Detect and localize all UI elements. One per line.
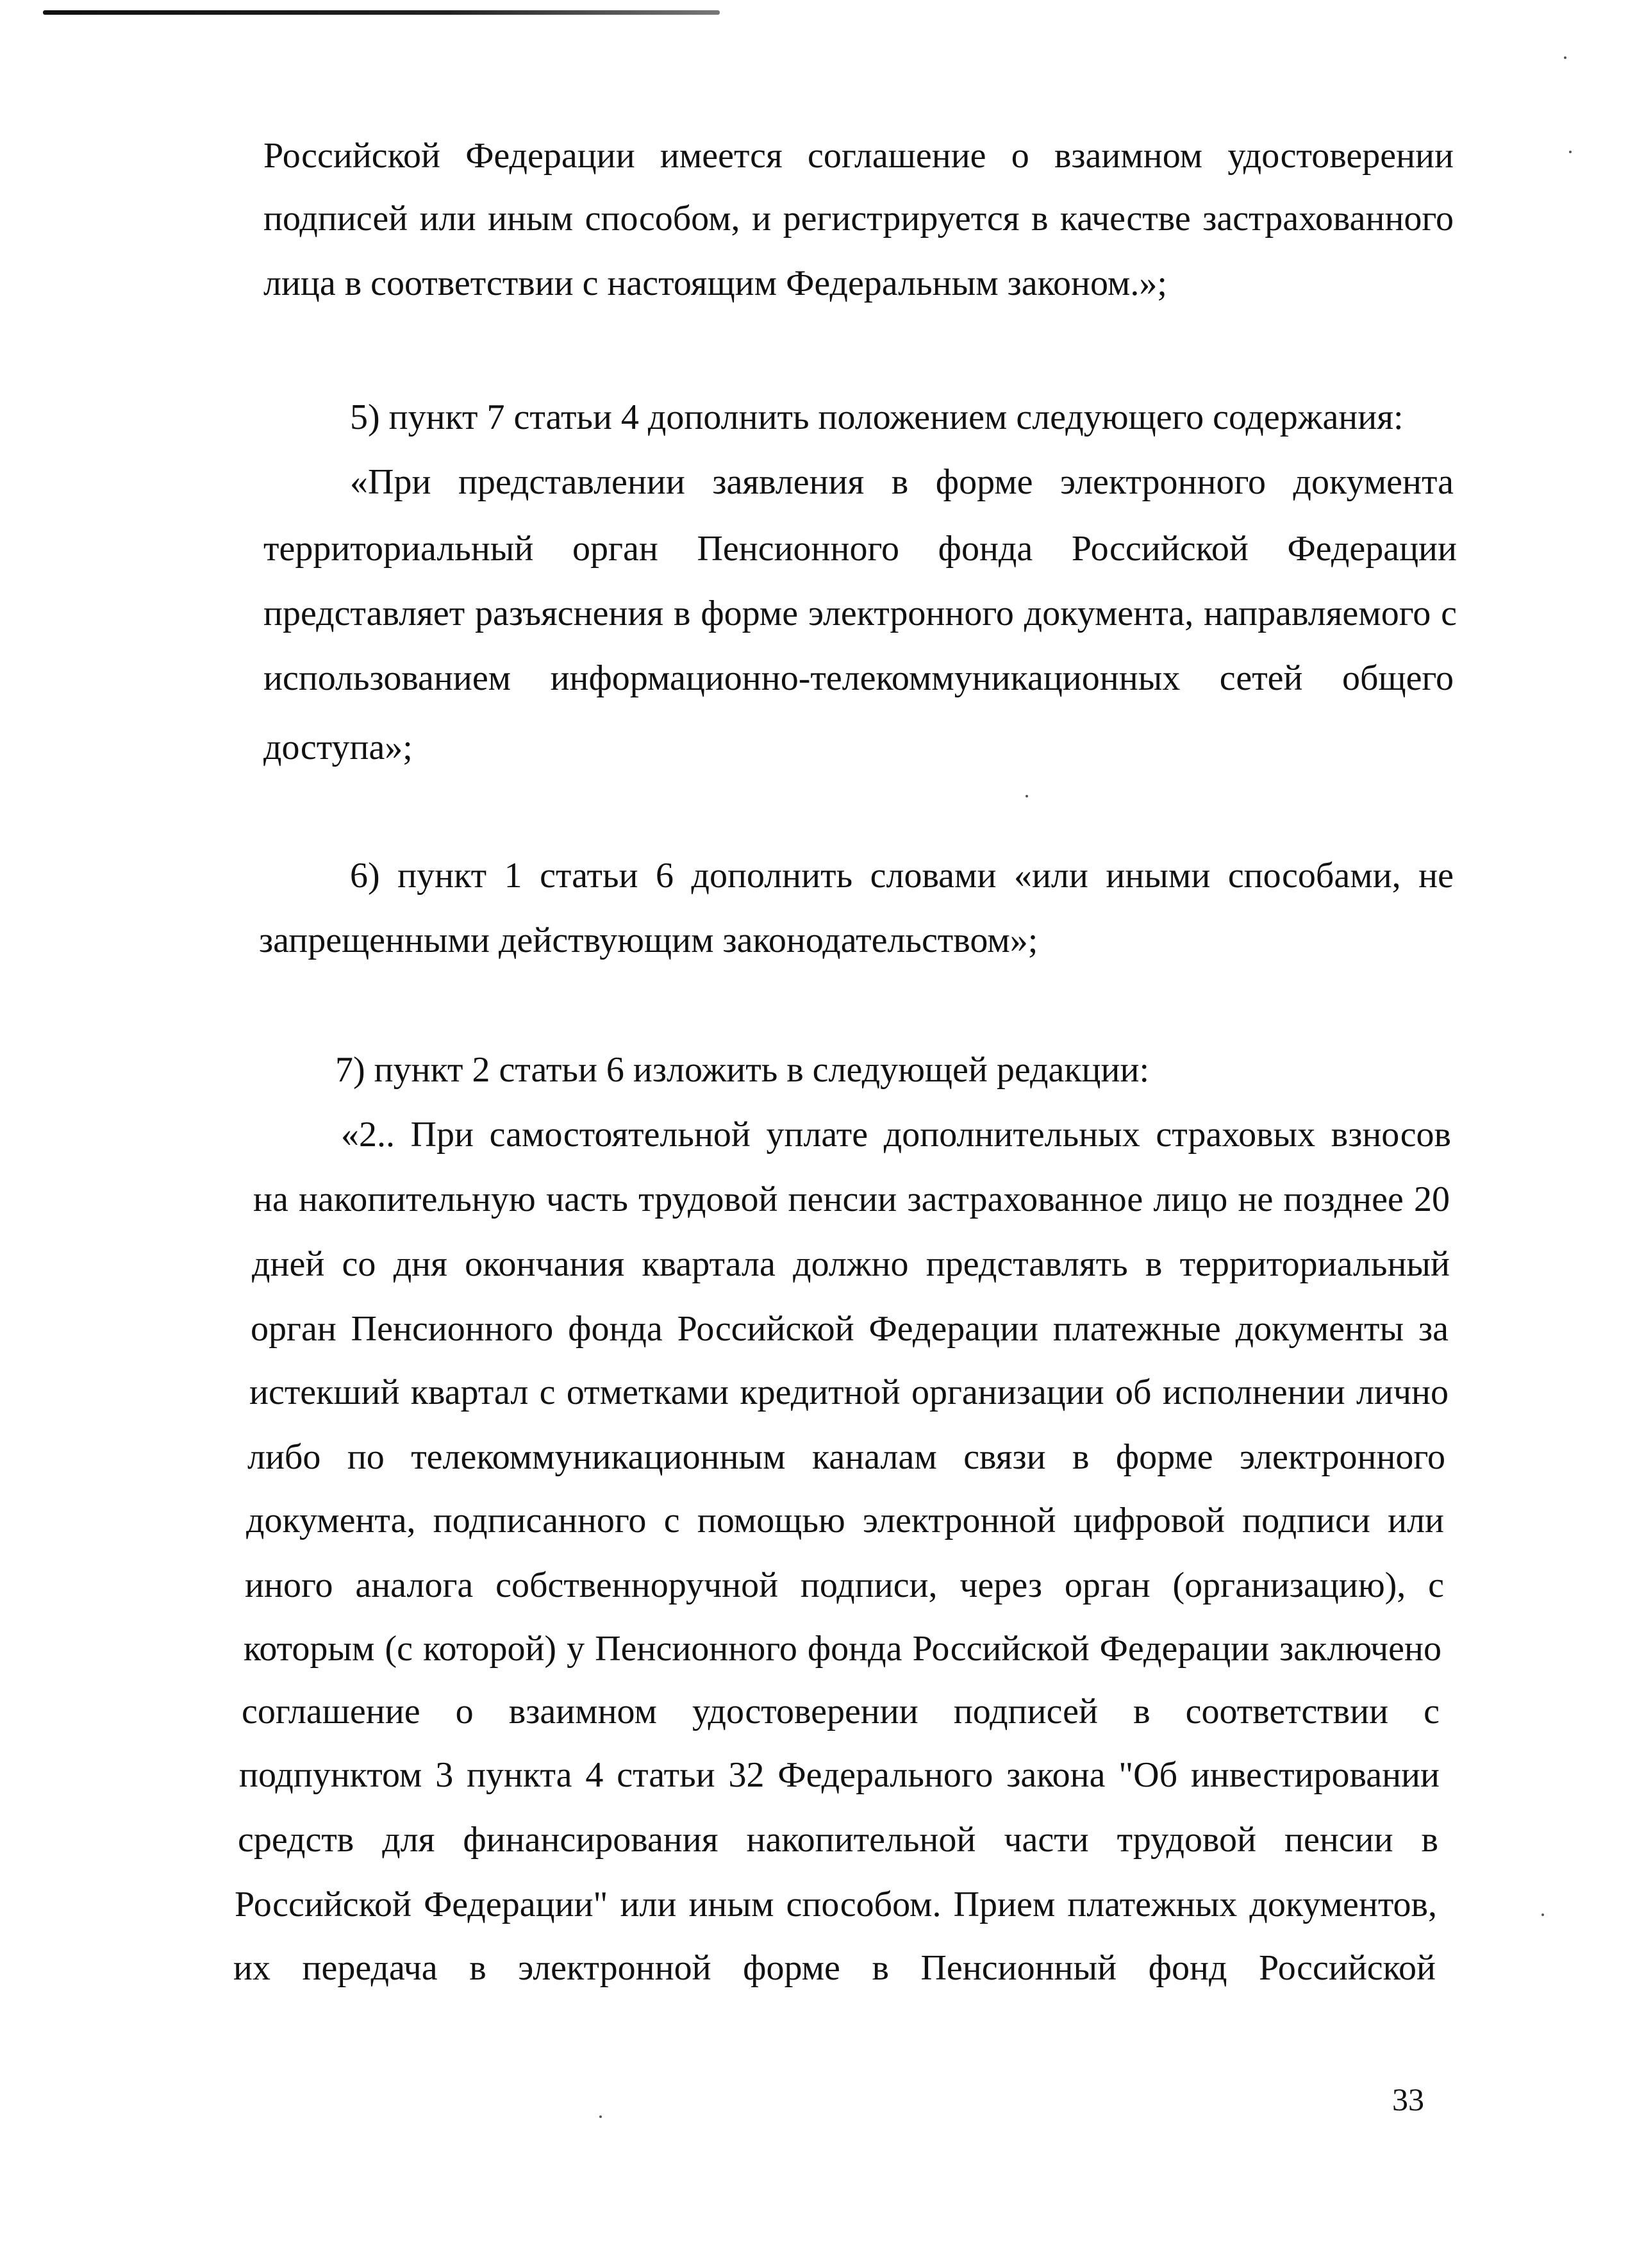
text-line: подписей или иным способом, и регистрируется в качестве застрахованного — [263, 199, 1454, 238]
text-line: которым (с которой) у Пенсионного фонда Российской Федерации заключено — [244, 1629, 1441, 1669]
page-number: 33 — [1392, 2081, 1424, 2117]
paragraph-heading-6: 6) пункт 1 статьи 6 дополнить словами «или иными способами, не — [350, 856, 1454, 896]
paragraph-heading-5: 5) пункт 7 статьи 4 дополнить положением следующего содержания: — [350, 397, 1404, 437]
scan-speck — [1564, 56, 1566, 59]
scan-speck — [1569, 151, 1572, 153]
scan-speck — [1541, 1914, 1544, 1916]
text-line: иного аналога собственноручной подписи, через орган (организацию), с — [245, 1565, 1444, 1605]
scan-speck — [1026, 795, 1028, 797]
text-line: на накопительную часть трудовой пенсии застрахованное лицо не позднее 20 — [253, 1180, 1450, 1219]
text-line: Российской Федерации имеется соглашение о взаимном удостоверении — [263, 136, 1454, 176]
text-line: дней со дня окончания квартала должно представлять в территориальный — [252, 1244, 1450, 1284]
top-scan-rule — [43, 10, 720, 15]
text-line: истекший квартал с отметками кредитной организации об исполнении лично — [249, 1372, 1449, 1412]
text-line: документа, подписанного с помощью электронной цифровой подписи или — [246, 1501, 1444, 1540]
text-line: использованием информационно-телекоммуникационных сетей общего — [263, 658, 1454, 698]
text-line: запрещенными действующим законодательством»; — [259, 921, 1038, 960]
text-line: «2.. При самостоятельной уплате дополнительных страховых взносов — [341, 1115, 1451, 1155]
text-line: либо по телекоммуникационным каналам связи в форме электронного — [247, 1437, 1445, 1477]
text-line: «При представлении заявления в форме электронного документа — [350, 462, 1454, 502]
text-line: средств для финансирования накопительной части трудовой пенсии в — [238, 1820, 1438, 1860]
text-line: орган Пенсионного фонда Российской Федерации платежные документы за — [251, 1309, 1449, 1349]
text-line: соглашение о взаимном удостоверении подписей в соответствии с — [242, 1692, 1440, 1731]
scan-speck — [599, 2115, 602, 2118]
text-line: лица в соответствии с настоящим Федеральным законом.»; — [263, 263, 1167, 303]
text-line: представляет разъяснения в форме электронного документа, направляемого с — [263, 594, 1457, 633]
text-line: Российской Федерации" или иным способом. Прием платежных документов, — [235, 1885, 1437, 1924]
text-line: доступа»; — [263, 728, 413, 767]
text-line: территориальный орган Пенсионного фонда Российской Федерации — [263, 529, 1457, 569]
text-line: их передача в электронной форме в Пенсионный фонд Российской — [233, 1948, 1436, 1988]
paragraph-heading-7: 7) пункт 2 статьи 6 изложить в следующей редакции: — [335, 1050, 1150, 1090]
text-line: подпунктом 3 пункта 4 статьи 32 Федерального закона "Об инвестировании — [239, 1755, 1440, 1795]
